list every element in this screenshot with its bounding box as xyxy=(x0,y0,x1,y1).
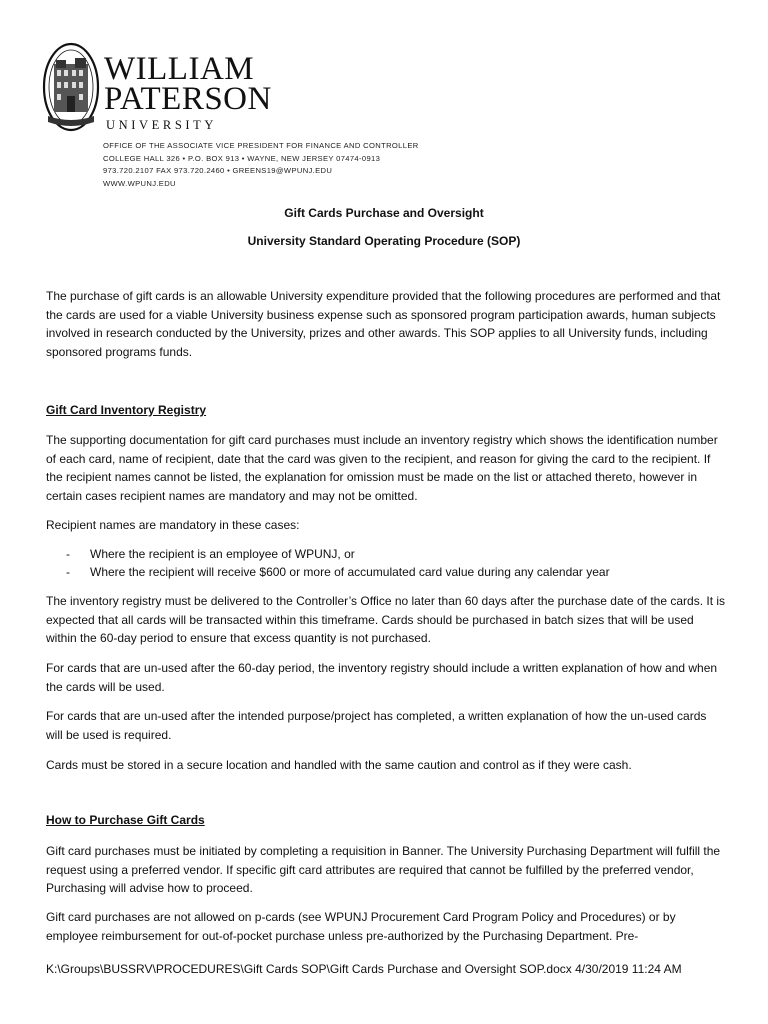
registry-paragraph-4: For cards that are un-used after the 60-day period, the inventory registry should include a written explanation of how and when the cards will be used. xyxy=(46,661,718,694)
registry-paragraph-5: For cards that are un-used after the intended purpose/project has completed, a written explanation of how the un-used cards will be used is required. xyxy=(46,709,707,742)
purchase-paragraph-2: Gift card purchases are not allowed on p-cards (see WPUNJ Procurement Card Program Policy and Procedures) or by employee reimbursement for out-of-pocket purchase unless pre-authorized by the Purchasing Department. Pre- xyxy=(46,910,676,943)
list-item-text: Where the recipient will receive $600 or more of accumulated card value during any calendar year xyxy=(90,565,610,579)
list-item xyxy=(66,545,355,564)
intro-paragraph: The purchase of gift cards is an allowable University expenditure provided that the following procedures are performed and that the cards are used for a viable University business expense such as sponsored program participation awards, human subjects involved in research conducted by the University, prizes and other awards. This SOP applies to all University funds, including sponsored programs funds. xyxy=(46,289,721,359)
office-line: WWW.WPUNJ.EDU xyxy=(103,178,176,188)
list-item xyxy=(66,563,610,582)
registry-paragraph-3: The inventory registry must be delivered to the Controller’s Office no later than 60 days after the purchase date of the cards. It is expected that all cards will be transacted within this timeframe. Cards should be purchased in batch sizes that will be used within the 60-day period to ensure that excess quantity is not purchased. xyxy=(46,594,726,645)
bullet-dash: - xyxy=(66,547,70,561)
wordmark-line-1: WILLIAM xyxy=(104,51,255,87)
file-path-footer: K:\Groups\BUSSRV\PROCEDURES\Gift Cards SOP\Gift Cards Purchase and Oversight SOP.docx 4/30/2019 11:24 AM xyxy=(46,962,682,976)
section-heading-inventory-registry: Gift Card Inventory Registry xyxy=(46,403,207,417)
wordmark-line-2: PATERSON xyxy=(104,81,272,117)
registry-paragraph-2: Recipient names are mandatory in these cases: xyxy=(46,518,300,532)
bullet-dash: - xyxy=(66,565,70,579)
office-line: COLLEGE HALL 326 • P.O. BOX 913 • WAYNE, NEW JERSEY 07474-0913 xyxy=(103,153,381,163)
registry-paragraph-1: The supporting documentation for gift card purchases must include an inventory registry which shows the identification number of each card, name of recipient, date that the card was given to the recipient, and reason for giving the card to the recipient. If the recipient names cannot be listed, the explanation for omission must be made on the list or attached thereto, however in certain cases recipient names are mandatory and may not be omitted. xyxy=(46,433,718,503)
document-title: Gift Cards Purchase and Oversight xyxy=(284,206,484,220)
office-line: OFFICE OF THE ASSOCIATE VICE PRESIDENT FOR FINANCE AND CONTROLLER xyxy=(103,141,419,150)
wordmark-line-3: UNIVERSITY xyxy=(106,118,217,132)
office-line: 973.720.2107 FAX 973.720.2460 • GREENS19@WPUNJ.EDU xyxy=(103,166,333,176)
section-heading-how-to-purchase: How to Purchase Gift Cards xyxy=(46,813,205,827)
purchase-paragraph-1: Gift card purchases must be initiated by completing a requisition in Banner. The University Purchasing Department will fulfill the request using a preferred vendor. If specific gift card attributes are required that cannot be fulfilled by the preferred vendor, Purchasing will advise how to proceed. xyxy=(46,844,721,895)
university-seal-logo xyxy=(42,42,100,132)
document-subtitle: University Standard Operating Procedure (SOP) xyxy=(247,234,521,248)
university-wordmark xyxy=(104,51,272,133)
list-item-text: Where the recipient is an employee of WPUNJ, or xyxy=(90,547,355,561)
office-address-block xyxy=(103,140,419,190)
registry-paragraph-6: Cards must be stored in a secure location and handled with the same caution and control as if they were cash. xyxy=(46,758,632,772)
